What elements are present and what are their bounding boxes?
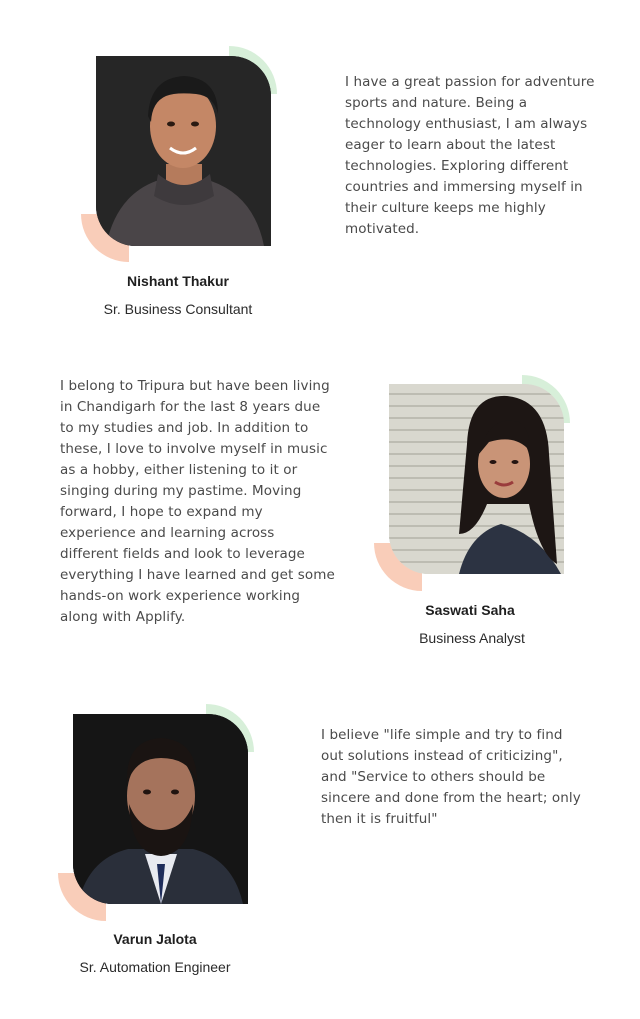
member-bio: I belong to Tripura but have been living in Chandigarh for the last 8 years due to my studies and job. In addition to these, I love to involve myself in music as a hobby, either listening to it or singing during my pastime. Moving forward, I hope to expand my experience and learning across different fields and look to leverage everything I have learned and get some hands-on work experience working along with Applify. [60,378,335,625]
member-name: Varun Jalota [113,931,197,947]
member-role: Sr. Automation Engineer [79,959,231,975]
member-role: Business Analyst [419,630,525,646]
team-member-card-saswati [0,340,640,680]
person-portrait-icon [96,56,271,246]
member-role: Sr. Business Consultant [103,301,253,317]
team-member-card-nishant [0,0,640,340]
member-photo [389,384,564,574]
member-photo [96,56,271,246]
member-bio: I believe "life simple and try to find out solutions instead of criticizing", and "Service to others should be sincere and done from the heart; only then it is fruitful" [321,727,581,827]
member-name: Nishant Thakur [127,273,229,289]
member-photo [73,714,248,904]
person-portrait-icon [73,714,248,904]
team-member-card-varun [0,680,640,1019]
member-name: Saswati Saha [425,602,515,618]
member-bio: I have a great passion for adventure sports and nature. Being a technology enthusiast, I am always eager to learn about the latest technologies. Exploring different countries and immersing myself in their culture keeps me highly motivated. [345,74,595,237]
person-portrait-icon [389,384,564,574]
